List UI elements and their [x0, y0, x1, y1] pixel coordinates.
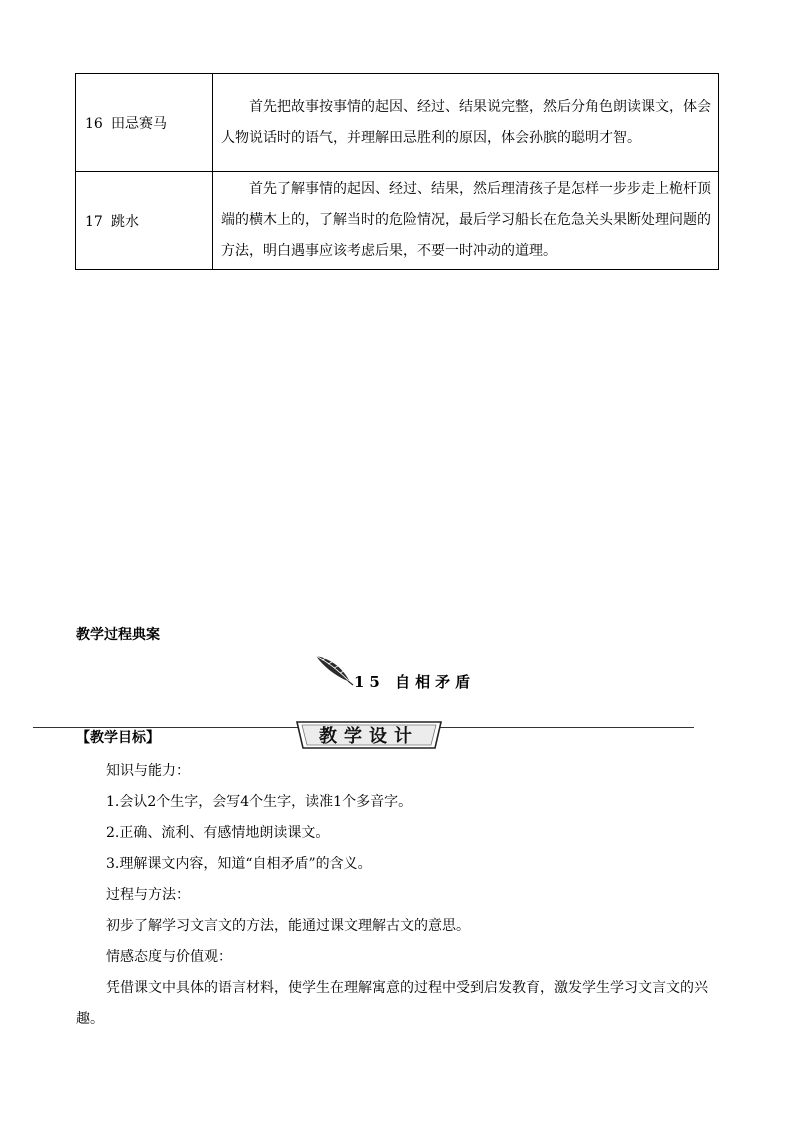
knowledge-item: 2.正确、流利、有感情地朗读课文。 [106, 825, 330, 841]
lesson-title-text: 15 自相矛盾 [354, 673, 476, 691]
table-row [76, 74, 719, 172]
lesson-description: 首先了解事情的起因、经过、结果，然后理清孩子是怎样一步步走上桅杆顶端的横木上的，了解当时的危险情况，最后学习船长在危急关头果断处理问题的方法，明白遇事应该考虑后果，不要一时冲动的道理。 [213, 172, 719, 270]
table-row [76, 172, 719, 270]
attitude-text: 凭借课文中具体的语言材料，使学生在理解寓意的过程中受到启发教育，激发学生学习文言文的兴趣。 [76, 980, 708, 1027]
lesson-title-cell: 跳水 [111, 213, 139, 230]
knowledge-item: 3.理解课文内容，知道“自相矛盾”的含义。 [106, 856, 372, 872]
lesson-number: 16 [85, 115, 103, 132]
process-label: 过程与方法： [106, 887, 190, 903]
banner-text: 教学设计 [319, 726, 419, 747]
lesson-table [75, 73, 719, 270]
feather-pen-icon [314, 652, 354, 692]
knowledge-item: 1.会认2个生字，会写4个生字，读准1个多音字。 [106, 794, 413, 810]
attitude-label: 情感态度与价值观： [106, 949, 232, 965]
lesson-number: 17 [85, 213, 103, 230]
lesson-cell [76, 172, 213, 270]
lesson-title [314, 652, 494, 692]
teaching-design-banner [294, 719, 444, 751]
process-text: 初步了解学习文言文的方法，能通过课文理解古文的意思。 [106, 918, 470, 934]
section-heading: 教学过程典案 [76, 627, 160, 643]
lesson-cell [76, 74, 213, 172]
lesson-description: 首先把故事按事情的起因、经过、结果说完整，然后分角色朗读课文，体会人物说话时的语气，并理解田忌胜利的原因，体会孙膑的聪明才智。 [213, 74, 719, 172]
goals-heading: 【教学目标】 [76, 730, 160, 746]
lesson-title-cell: 田忌赛马 [111, 115, 167, 132]
knowledge-label: 知识与能力： [106, 763, 190, 779]
